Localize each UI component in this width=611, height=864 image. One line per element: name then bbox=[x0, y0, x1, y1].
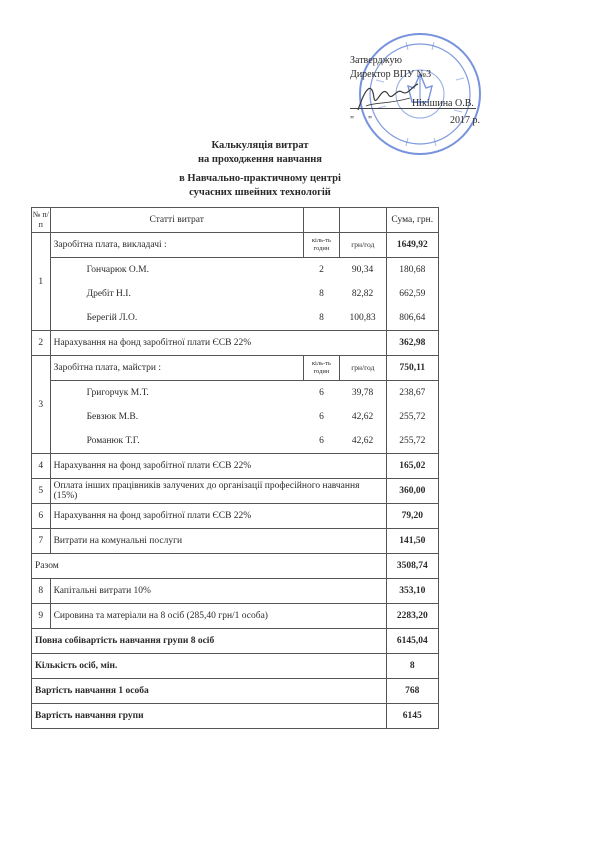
date-quote-close: " bbox=[368, 115, 373, 126]
header-empty-rate bbox=[340, 208, 386, 233]
teacher-rate: 82,82 bbox=[351, 289, 374, 299]
table-row bbox=[32, 306, 439, 331]
full-cost-sum: 6145,04 bbox=[386, 629, 438, 654]
row3-label: Заробітна плата, майстри : bbox=[50, 356, 303, 381]
row2-label: Нарахування на фонд заробітної плати ЄСВ 22% bbox=[50, 331, 386, 356]
cost-table bbox=[31, 207, 439, 729]
row7-label: Витрати на комунальні послуги bbox=[50, 529, 386, 554]
full-cost-label: Повна собівартість навчання групи 8 осіб bbox=[32, 629, 387, 654]
table-row bbox=[32, 479, 439, 504]
row8-sum: 353,10 bbox=[386, 579, 438, 604]
row2-num: 2 bbox=[32, 331, 51, 356]
doc-title-line4: сучасних швейних технологій bbox=[189, 187, 331, 198]
teacher-sum: 180,68 bbox=[386, 258, 438, 283]
row3-num: 3 bbox=[32, 356, 51, 454]
row1-rate-header: грн/год bbox=[340, 233, 386, 258]
teacher-hours: 8 bbox=[303, 306, 339, 331]
table-row bbox=[32, 529, 439, 554]
doc-title-line1: Калькуляція витрат bbox=[211, 140, 309, 151]
header-empty-qty bbox=[303, 208, 339, 233]
master-name: Григорчук М.Т. bbox=[86, 388, 149, 398]
row7-num: 7 bbox=[32, 529, 51, 554]
row6-sum: 79,20 bbox=[386, 504, 438, 529]
master-rate: 42,62 bbox=[351, 412, 374, 422]
persons-value: 8 bbox=[386, 654, 438, 679]
total-label: Разом bbox=[32, 554, 387, 579]
row1-qty-header: кіль-ть годин bbox=[303, 233, 339, 258]
row8-label: Капітальні витрати 10% bbox=[50, 579, 386, 604]
master-sum: 255,72 bbox=[386, 429, 438, 454]
teacher-sum: 806,64 bbox=[386, 306, 438, 331]
master-hours: 6 bbox=[303, 429, 339, 454]
persons-label: Кількість осіб, мін. bbox=[32, 654, 387, 679]
master-name: Романюк Т.Г. bbox=[50, 429, 303, 454]
doc-title-line3: в Навчально-практичному центрі bbox=[179, 173, 341, 184]
teacher-sum: 662,59 bbox=[386, 282, 438, 306]
cost-one-label: Вартість навчання 1 особа bbox=[32, 679, 387, 704]
row3-rate-header: грн/год bbox=[340, 356, 386, 381]
row6-num: 6 bbox=[32, 504, 51, 529]
teacher-rate: 90,34 bbox=[351, 265, 374, 275]
master-rate: 39,78 bbox=[351, 388, 374, 398]
cost-one-value: 768 bbox=[386, 679, 438, 704]
header-num: № п/п bbox=[32, 208, 51, 233]
row5-label: Оплата інших працівників залучених до організації професійного навчання (15%) bbox=[50, 479, 386, 504]
table-row bbox=[32, 454, 439, 479]
cost-group-label: Вартість навчання групи bbox=[32, 704, 387, 729]
approval-name: Нікішина О.В. bbox=[412, 98, 474, 109]
master-hours: 6 bbox=[319, 412, 324, 422]
approval-line1: Затверджую bbox=[350, 55, 402, 66]
row1-label: Заробітна плата, викладачі : bbox=[50, 233, 303, 258]
row3-qty-header: кіль-ть годин bbox=[303, 356, 339, 381]
approval-line2: Директор ВПУ №3 bbox=[350, 69, 432, 80]
row5-sum: 360,00 bbox=[386, 479, 438, 504]
teacher-name: Гончарюк О.М. bbox=[86, 265, 149, 275]
teacher-name: Дребіт Н.І. bbox=[86, 289, 131, 299]
table-row bbox=[32, 504, 439, 529]
table-row bbox=[32, 554, 439, 579]
teacher-rate: 100,83 bbox=[340, 306, 386, 331]
table-row bbox=[32, 258, 439, 283]
date-quote-open: " bbox=[350, 115, 355, 126]
header-sum: Сума, грн. bbox=[386, 208, 438, 233]
row7-sum: 141,50 bbox=[386, 529, 438, 554]
doc-title-line2: на проходження навчання bbox=[198, 154, 322, 165]
total-sum: 3508,74 bbox=[386, 554, 438, 579]
table-row bbox=[32, 282, 439, 306]
table-header-row bbox=[32, 208, 439, 233]
table-row bbox=[32, 679, 439, 704]
row5-num: 5 bbox=[32, 479, 51, 504]
row9-num: 9 bbox=[32, 604, 51, 629]
row9-label: Сировина та матеріали на 8 осіб (285,40 грн/1 особа) bbox=[50, 604, 386, 629]
teacher-name: Берегій Л.О. bbox=[50, 306, 303, 331]
row9-sum: 2283,20 bbox=[386, 604, 438, 629]
cost-group-value: 6145 bbox=[386, 704, 438, 729]
header-item: Статті витрат bbox=[50, 208, 303, 233]
row4-sum: 165,02 bbox=[386, 454, 438, 479]
row4-num: 4 bbox=[32, 454, 51, 479]
master-rate: 42,62 bbox=[340, 429, 386, 454]
table-row bbox=[32, 579, 439, 604]
row4-label: Нарахування на фонд заробітної плати ЄСВ 22% bbox=[50, 454, 386, 479]
table-row bbox=[32, 604, 439, 629]
row2-sum: 362,98 bbox=[386, 331, 438, 356]
table-row bbox=[32, 356, 439, 381]
teacher-hours: 8 bbox=[319, 289, 324, 299]
row1-sum: 1649,92 bbox=[386, 233, 438, 258]
master-hours: 6 bbox=[319, 388, 324, 398]
table-row bbox=[32, 629, 439, 654]
teacher-hours: 2 bbox=[319, 265, 324, 275]
table-row bbox=[32, 405, 439, 429]
table-row bbox=[32, 654, 439, 679]
master-name: Бевзюк М.В. bbox=[86, 412, 139, 422]
date-year: 2017 р. bbox=[450, 115, 480, 126]
table-row bbox=[32, 429, 439, 454]
row6-label: Нарахування на фонд заробітної плати ЄСВ 22% bbox=[50, 504, 386, 529]
table-row bbox=[32, 704, 439, 729]
master-sum: 255,72 bbox=[386, 405, 438, 429]
table-row bbox=[32, 233, 439, 258]
master-sum: 238,67 bbox=[386, 381, 438, 406]
row1-num: 1 bbox=[32, 233, 51, 331]
row8-num: 8 bbox=[32, 579, 51, 604]
table-row bbox=[32, 331, 439, 356]
signature-line bbox=[350, 108, 476, 109]
row3-sum: 750,11 bbox=[386, 356, 438, 381]
table-row bbox=[32, 381, 439, 406]
